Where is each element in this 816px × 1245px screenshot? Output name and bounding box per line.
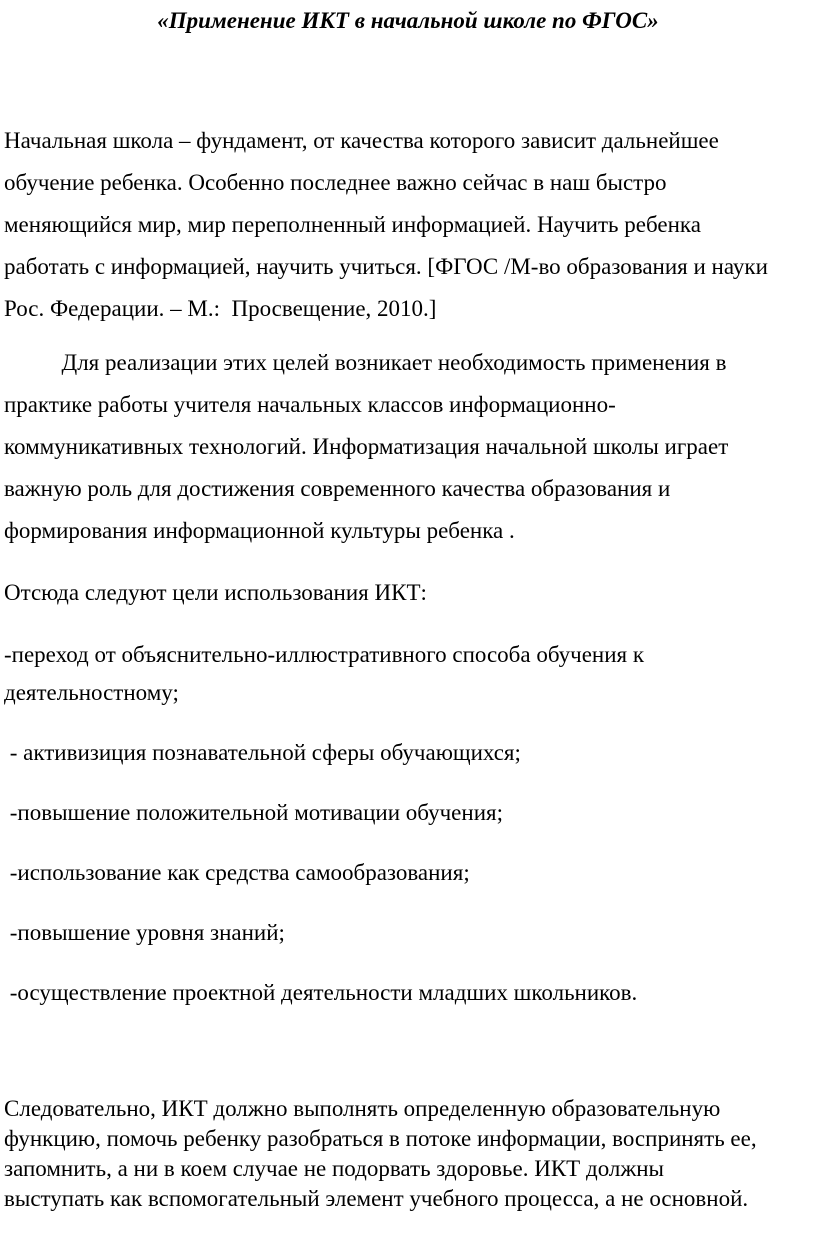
text-line: -повышение положительной мотивации обучения; — [4, 800, 503, 825]
goal-item — [4, 976, 816, 1010]
text-line: меняющийся мир, мир переполненный информацией. Научить ребенка — [4, 212, 701, 237]
text-line: -повышение уровня знаний; — [4, 920, 285, 945]
text-line: - активизиция познавательной сферы обучающихся; — [4, 740, 521, 765]
text-line: Отсюда следуют цели использования ИКТ: — [4, 580, 427, 605]
text-line: -использование как средства самообразования; — [4, 860, 470, 885]
text-line: Начальная школа – фундамент, от качества которого зависит дальнейшее — [4, 128, 719, 153]
text-line: работать с информацией, научить учиться. [ФГОС /М-во образования и науки — [4, 254, 768, 279]
goal-item — [4, 736, 816, 770]
paragraph-implementation — [4, 342, 816, 552]
paragraph-intro — [4, 120, 816, 330]
text-line: запомнить, а ни в коем случае не подорвать здоровье. ИКТ должны — [4, 1156, 665, 1181]
text-line: деятельностному; — [4, 680, 179, 705]
text-line: практике работы учителя начальных классов информационно- — [4, 392, 616, 417]
goal-item — [4, 916, 816, 950]
paragraph-conclusion — [4, 1094, 816, 1214]
goal-item — [4, 636, 816, 712]
text-line: формирования информационной культуры ребенка . — [4, 518, 515, 543]
text-line: Следовательно, ИКТ должно выполнять определенную образовательную — [4, 1096, 721, 1121]
text-line: Рос. Федерации. – М.: Просвещение, 2010.] — [4, 296, 437, 321]
goal-item — [4, 796, 816, 830]
text-line: Для реализации этих целей возникает необходимость применения в — [4, 350, 727, 375]
text-line: важную роль для достижения современного качества образования и — [4, 476, 671, 501]
goal-item — [4, 856, 816, 890]
text-line: -переход от объяснительно-иллюстративного способа обучения к — [4, 642, 645, 667]
text-line: -осуществление проектной деятельности младших школьников. — [4, 980, 638, 1005]
text-line: функцию, помочь ребенку разобраться в потоке информации, воспринять ее, — [4, 1126, 757, 1151]
goals-intro — [4, 576, 816, 610]
document-title: «Применение ИКТ в начальной школе по ФГОС» — [157, 8, 659, 33]
text-line: коммуникативных технологий. Информатизация начальной школы играет — [4, 434, 729, 459]
text-line: выступать как вспомогательный элемент учебного процесса, а не основной. — [4, 1186, 749, 1211]
text-line: обучение ребенка. Особенно последнее важно сейчас в наш быстро — [4, 170, 667, 195]
